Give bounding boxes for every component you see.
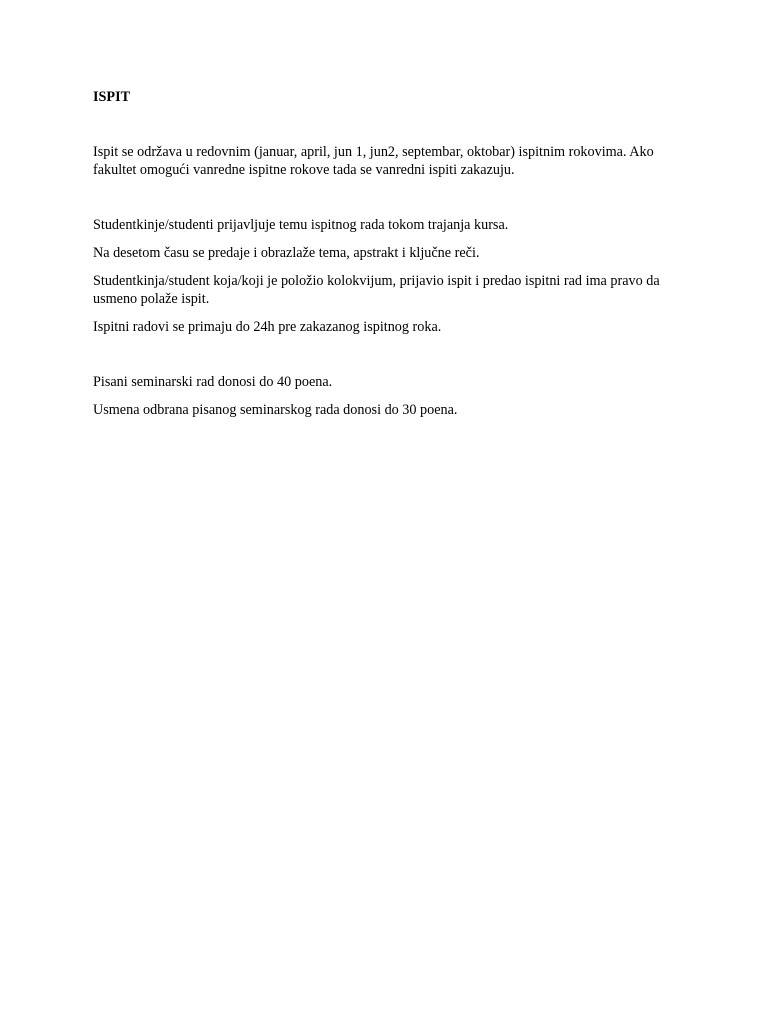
section-scoring [93, 373, 673, 419]
paragraph-oral-defense-points: Usmena odbrana pisanog seminarskog rada donosi do 30 poena. [93, 402, 458, 418]
section-exam-periods [93, 143, 673, 179]
paragraph-oral-exam-eligibility: Studentkinja/student koja/koji je položio kolokvijum, prijavio ispit i predao ispitni rad ima pravo da usmeno polaže ispit. [93, 273, 660, 307]
section-exam-requirements [93, 216, 673, 336]
paragraph-submission-deadline: Ispitni radovi se primaju do 24h pre zakazanog ispitnog roka. [93, 319, 442, 335]
paragraph-written-points: Pisani seminarski rad donosi do 40 poena. [93, 374, 333, 390]
paragraph-topic-presentation: Na desetom času se predaje i obrazlaže tema, apstrakt i ključne reči. [93, 245, 480, 261]
paragraph-topic-registration: Studentkinje/studenti prijavljuje temu ispitnog rada tokom trajanja kursa. [93, 217, 509, 233]
document-heading: ISPIT [93, 89, 131, 105]
paragraph-exam-periods: Ispit se održava u redovnim (januar, april, jun 1, jun2, septembar, oktobar) ispitnim rokovima. Ako fakultet omogući vanredne ispitne rokove tada se vanredni ispiti zakazuju. [93, 144, 654, 178]
document-body [93, 88, 673, 419]
